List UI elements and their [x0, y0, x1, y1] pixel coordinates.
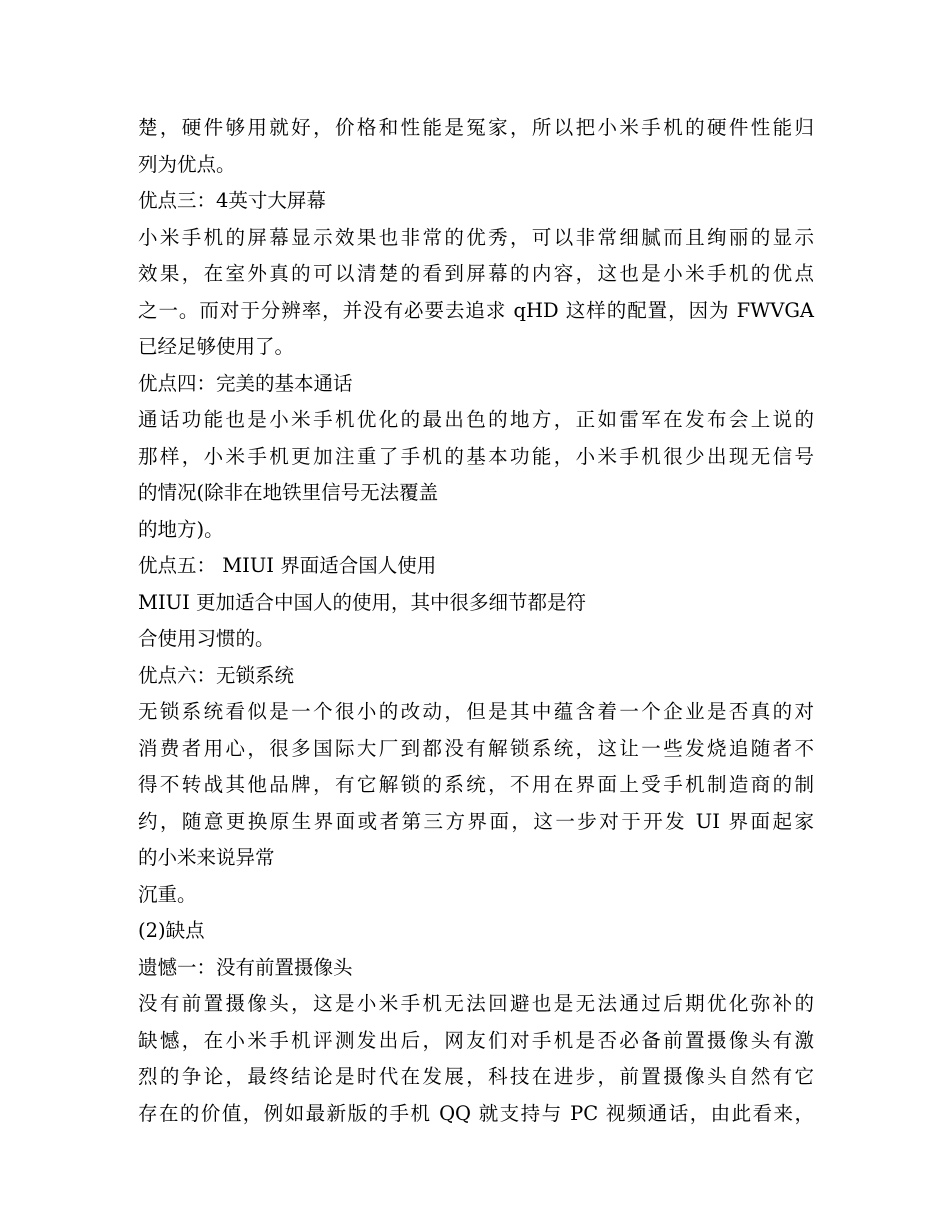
document-body: [138, 110, 814, 1132]
text-line: 消费者用心，很多国际大厂到都没有解锁系统，这让一些发烧追随者不: [138, 736, 814, 760]
text-line: 缺憾，在小米手机评测发出后，网友们对手机是否必备前置摄像头有激: [138, 1028, 814, 1052]
text-line: 效果，在室外真的可以清楚的看到屏幕的内容，这也是小米手机的优点: [138, 262, 814, 285]
text-line: 没有前置摄像头，这是小米手机无法回避也是无法通过后期优化弥补的: [138, 992, 814, 1015]
text-line: 之一。而对于分辨率，并没有必要去追求 qHD 这样的配置，因为 FWVGA: [138, 298, 814, 322]
section-heading: 优点五： MIUI 界面适合国人使用: [138, 554, 437, 577]
text-line: 列为优点。: [138, 152, 236, 176]
text-line: 得不转战其他品牌，有它解锁的系统，不用在界面上受手机制造商的制: [138, 773, 814, 796]
text-line: 约，随意更换原生界面或者第三方界面，这一步对于开发 UI 界面起家: [138, 809, 814, 833]
section-heading: (2)缺点: [138, 919, 205, 942]
text-line: 那样，小米手机更加注重了手机的基本功能，小米手机很少出现无信号: [138, 444, 814, 468]
text-line: 的情况(除非在地铁里信号无法覆盖: [138, 481, 439, 504]
text-line: 已经足够使用了。: [138, 335, 295, 358]
text-line: 无锁系统看似是一个很小的改动，但是其中蕴含着一个企业是否真的对: [138, 700, 814, 723]
section-heading: 优点三：4英寸大屏幕: [138, 189, 326, 212]
text-line: 的小米来说异常: [138, 846, 275, 869]
text-line: 楚，硬件够用就好，价格和性能是冤家，所以把小米手机的硬件性能归: [138, 116, 814, 139]
text-line: 合使用习惯的。: [138, 627, 275, 650]
text-line: 的地方)。: [138, 517, 224, 541]
text-line: 烈的争论，最终结论是时代在发展，科技在进步，前置摄像头自然有它: [138, 1065, 814, 1088]
text-line: 小米手机的屏幕显示效果也非常的优秀，可以非常细腻而且绚丽的显示: [138, 225, 814, 249]
section-heading: 优点六：无锁系统: [138, 663, 295, 687]
section-heading: 优点四：完美的基本通话: [138, 371, 353, 395]
text-line: MIUI 更加适合中国人的使用，其中很多细节都是符: [138, 590, 587, 614]
section-heading: 遗憾一：没有前置摄像头: [138, 955, 353, 979]
text-line: 沉重。: [138, 882, 197, 906]
text-line: 存在的价值，例如最新版的手机 QQ 就支持与 PC 视频通话，由此看来，: [138, 1101, 814, 1125]
text-line: 通话功能也是小米手机优化的最出色的地方，正如雷军在发布会上说的: [138, 408, 814, 431]
